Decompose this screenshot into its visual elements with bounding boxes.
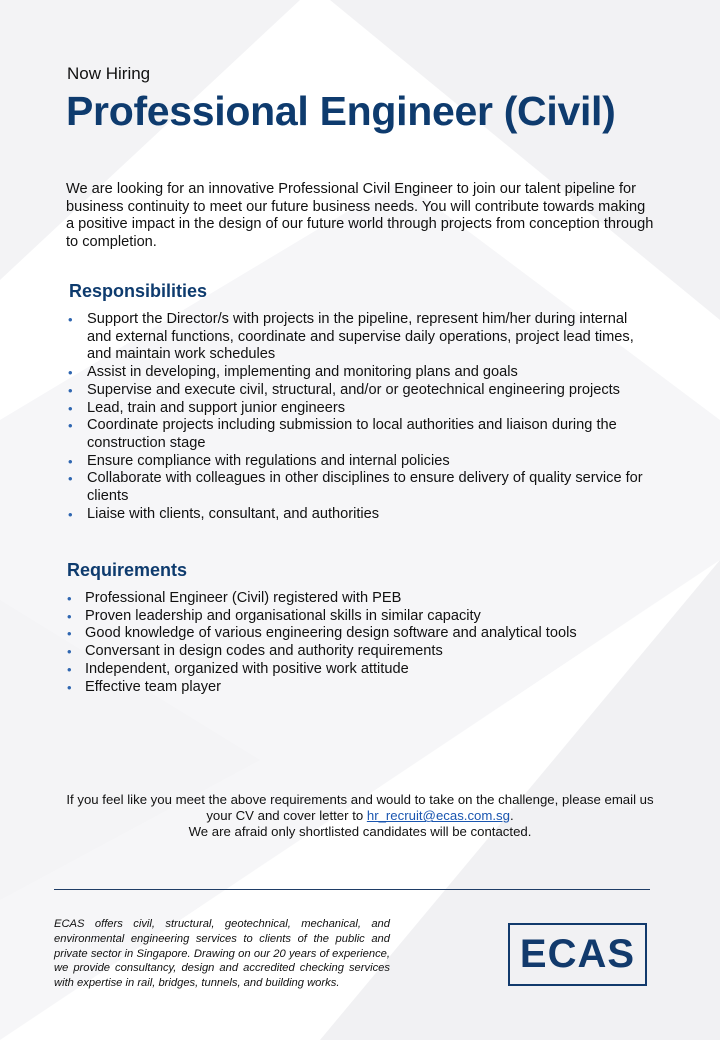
now-hiring-label: Now Hiring — [67, 64, 151, 83]
list-item: • Coordinate projects including submission to local authorities and liaison during the construction stage — [68, 417, 617, 451]
bullet-icon: • — [67, 591, 72, 606]
list-item: • Conversant in design codes and authority requirements — [67, 643, 443, 660]
company-description: ECAS offers civil, structural, geotechnical, mechanical, and environmental engineering services to clients of the public and private sector in Singapore. Drawing on our 20 years of experience, we provide consultancy, design and accredited checking services with expertise in rail, bridges, tunnels, and building works. — [54, 918, 390, 990]
email-link[interactable]: hr_recruit@ecas.com.sg — [366, 808, 510, 824]
bullet-icon: • — [68, 312, 73, 327]
apply-text-end: . — [509, 808, 514, 824]
list-item: • Good knowledge of various engineering design software and analytical tools — [67, 625, 577, 642]
responsibilities-list — [68, 311, 653, 523]
ecas-logo — [508, 923, 647, 986]
bullet-icon: • — [68, 365, 73, 381]
list-item: • Supervise and execute civil, structural, and/or or geotechnical engineering projects — [68, 381, 620, 398]
list-item: • Professional Engineer (Civil) registered with PEB — [67, 590, 402, 606]
logo-text: ECAS — [519, 932, 636, 976]
bullet-icon: • — [68, 418, 73, 434]
responsibilities-heading: Responsibilities — [69, 281, 208, 301]
intro-paragraph: We are looking for an innovative Professional Civil Engineer to join our talent pipeline for business continuity to meet our future business needs. You will contribute towards making a positive impact in the design of our future world through projects from conception through to completion. — [66, 181, 654, 250]
list-item: • Effective team player — [67, 678, 222, 695]
job-title: Professional Engineer (Civil) — [66, 88, 616, 134]
bullet-icon: • — [67, 661, 72, 677]
shortlist-notice: We are afraid only shortlisted candidates will be contacted. — [188, 824, 532, 840]
list-item: • Ensure compliance with regulations and internal policies — [68, 452, 450, 469]
list-item: • Support the Director/s with projects in the pipeline, represent him/her during internal and external functions, coordinate and supervise daily operations, project lead times, and maintain work schedules — [68, 311, 634, 363]
list-item: • Proven leadership and organisational skills in similar capacity — [67, 607, 481, 624]
apply-text: If you feel like you meet the above requirements and would to take on the challenge, please email us your CV and cover letter to — [66, 792, 654, 824]
bullet-icon: • — [67, 679, 72, 695]
bullet-icon: • — [68, 453, 73, 469]
application-instructions — [60, 792, 660, 841]
bullet-icon: • — [68, 400, 73, 416]
bullet-icon: • — [68, 382, 73, 398]
list-item: • Assist in developing, implementing and monitoring plans and goals — [68, 364, 518, 381]
bullet-icon: • — [67, 608, 72, 624]
list-item: • Collaborate with colleagues in other disciplines to ensure delivery of quality service for clients — [68, 470, 643, 505]
bullet-icon: • — [68, 506, 73, 522]
footer-divider — [54, 889, 650, 890]
list-item: • Lead, train and support junior engineers — [68, 399, 345, 416]
bullet-icon: • — [67, 626, 72, 642]
requirements-heading: Requirements — [67, 560, 188, 580]
list-item: • Liaise with clients, consultant, and authorities — [68, 505, 380, 522]
requirements-list — [67, 590, 652, 696]
bullet-icon: • — [68, 471, 73, 487]
list-item: • Independent, organized with positive work attitude — [67, 660, 409, 677]
bullet-icon: • — [67, 644, 72, 660]
